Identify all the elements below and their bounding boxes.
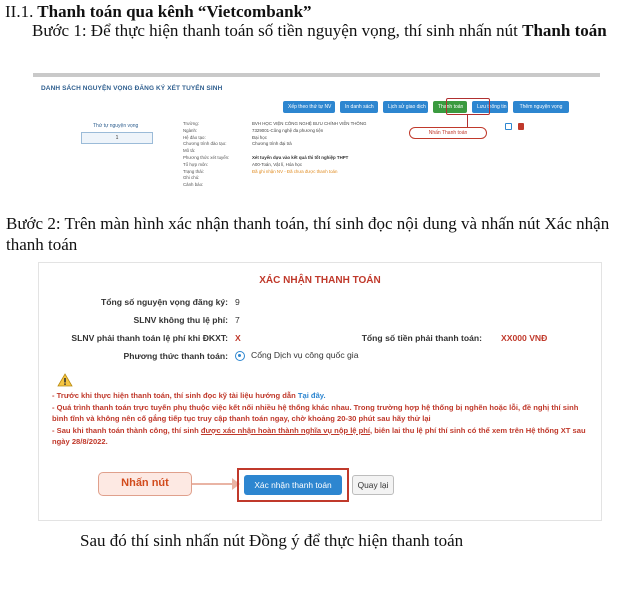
step1-text: Bước 1: Để thực hiện thanh toán số tiền nguyện vọng, thí sinh nhấn nút — [32, 21, 523, 40]
section-number: II.1. — [5, 2, 34, 21]
detail-value — [252, 148, 383, 155]
callout-arrow-line — [192, 483, 236, 485]
add-nv-button[interactable]: Thêm nguyện vọng — [513, 101, 569, 113]
step1-bold: Thanh toán — [522, 21, 607, 40]
back-button[interactable]: Quay lại — [352, 475, 394, 495]
detail-value: Đại học — [252, 134, 267, 140]
note-text: - Trước khi thực hiện thanh toán, thí sinh đọc kỹ tài liệu hướng dẫn — [52, 391, 298, 400]
detail-value: BVH HỌC VIỆN CÔNG NGHỆ BƯU CHÍNH VIỄN THÔNG — [252, 121, 367, 126]
detail-row — [183, 128, 383, 135]
detail-key: Tổ hợp môn: — [183, 161, 209, 167]
note-underline: được xác nhận hoàn thành nghĩa vụ nộp lệ phí — [200, 425, 371, 435]
step2-paragraph: Bước 2: Trên màn hình xác nhận thanh toán, thí sinh đọc nội dung và nhấn nút Xác nhận thanh toán — [6, 214, 610, 254]
note-text: , biên lai thu lệ phí thí sinh có thể xem trên Hệ thống XT sau ngày 28/8/2022. — [52, 425, 586, 447]
detail-row — [183, 148, 383, 155]
nv-details — [183, 121, 383, 189]
nv-toolbar — [283, 101, 569, 113]
detail-value: 7329001-Công nghệ đa phương tiện — [252, 127, 324, 133]
note-text: - Quá trình thanh toán trực tuyến phụ thuộc việc kết nối nhiều hệ thống khác nhau. Trong trường hợp hệ thống bị nghẽn hoặc lỗi, đề nghị thí sinh bình tĩnh và không nên cố gắng tiếp tục truy cập thanh toán ngay, chờ khoảng 20-30 phút sau hãy thử lại — [52, 402, 579, 424]
amount-label: Tổng số tiền phải thanh toán: — [361, 333, 482, 343]
detail-key: Mô tả: — [183, 148, 196, 154]
confirm-title: XÁC NHẬN THANH TOÁN — [259, 275, 381, 286]
delete-icon[interactable] — [518, 123, 524, 130]
payment-notes — [52, 390, 592, 448]
total-nv-label: Tổng số nguyện vọng đăng ký: — [101, 297, 228, 307]
detail-row — [183, 135, 383, 142]
press-button-callout: Nhấn nút — [98, 472, 192, 496]
paid-nv-label: SLNV phải thanh toán lệ phí khi ĐKXT: — [71, 333, 228, 343]
detail-value — [252, 175, 383, 182]
detail-key: Ngành: — [183, 127, 198, 133]
status-value: Đã ghi nhận NV - Đã chưa được thanh toán — [252, 168, 338, 174]
confirm-payment-button[interactable]: Xác nhận thanh toán — [244, 475, 342, 495]
detail-key: Ghi chú: — [183, 175, 200, 181]
note-item — [52, 425, 592, 448]
paid-nv-value: X — [235, 333, 241, 343]
section-title: Thanh toán qua kênh “Vietcombank” — [33, 2, 312, 21]
detail-value: Chương trình đại trà — [252, 141, 292, 147]
edit-icon[interactable] — [505, 123, 512, 130]
detail-key: Cảnh báo: — [183, 182, 204, 188]
pay-button-highlight — [446, 98, 490, 115]
detail-key: Hệ đào tạo: — [183, 134, 206, 140]
detail-value — [252, 182, 383, 189]
order-label: Thứ tự nguyện vọng — [93, 123, 139, 129]
detail-row — [183, 175, 383, 182]
warning-icon — [57, 373, 73, 387]
detail-row — [183, 155, 383, 162]
order-value: 1 — [81, 132, 153, 144]
free-nv-value: 7 — [235, 315, 240, 325]
method-radio-label[interactable]: Cổng Dịch vụ công quốc gia — [251, 350, 359, 360]
row-actions — [505, 123, 524, 130]
detail-value: A00-Toán, Vật lí, Hóa học — [252, 161, 303, 167]
section-heading — [5, 2, 312, 22]
transaction-history-button[interactable]: Lịch sử giao dịch — [383, 101, 428, 113]
pay-button[interactable]: Thanh toán — [433, 101, 467, 113]
detail-row — [183, 182, 383, 189]
total-nv-value: 9 — [235, 297, 240, 307]
amount-value: XX000 VNĐ — [501, 333, 548, 343]
save-info-button[interactable]: Lưu thông tin — [472, 101, 508, 113]
note-item — [52, 402, 592, 425]
callout-connector — [467, 115, 468, 127]
detail-value: Xét tuyển dựa vào kết quả thi tốt nghiệp THPT — [252, 154, 349, 160]
note-text: - Sau khi thanh toán thành công, thí sinh — [52, 425, 201, 435]
detail-key: Phương thức xét tuyển: — [183, 154, 230, 160]
pay-callout: Nhấn Thanh toán — [409, 127, 487, 139]
detail-row — [183, 162, 383, 169]
print-list-button[interactable]: In danh sách — [340, 101, 378, 113]
screenshot-nv-list — [33, 73, 600, 209]
footer-paragraph: Sau đó thí sinh nhấn nút Đồng ý để thực hiện thanh toán — [80, 531, 464, 550]
detail-key: Chương trình đào tạo: — [183, 141, 227, 147]
method-label: Phương thức thanh toán: — [123, 351, 228, 361]
guide-link[interactable]: Tại đây. — [297, 391, 326, 400]
screenshot-payment-confirm — [38, 262, 602, 521]
note-item — [52, 390, 592, 402]
nv-list-title: DANH SÁCH NGUYỆN VỌNG ĐĂNG KÝ XÉT TUYỂN SINH — [41, 85, 223, 92]
detail-row — [183, 121, 383, 128]
detail-key: Trường: — [183, 121, 199, 126]
free-nv-label: SLNV không thu lệ phí: — [133, 315, 228, 325]
method-radio[interactable] — [235, 351, 245, 361]
step1-paragraph — [32, 20, 617, 41]
detail-row — [183, 141, 383, 148]
detail-row — [183, 169, 383, 176]
sort-button[interactable]: Xếp theo thứ tự NV — [283, 101, 335, 113]
detail-key: Trạng thái: — [183, 168, 204, 174]
